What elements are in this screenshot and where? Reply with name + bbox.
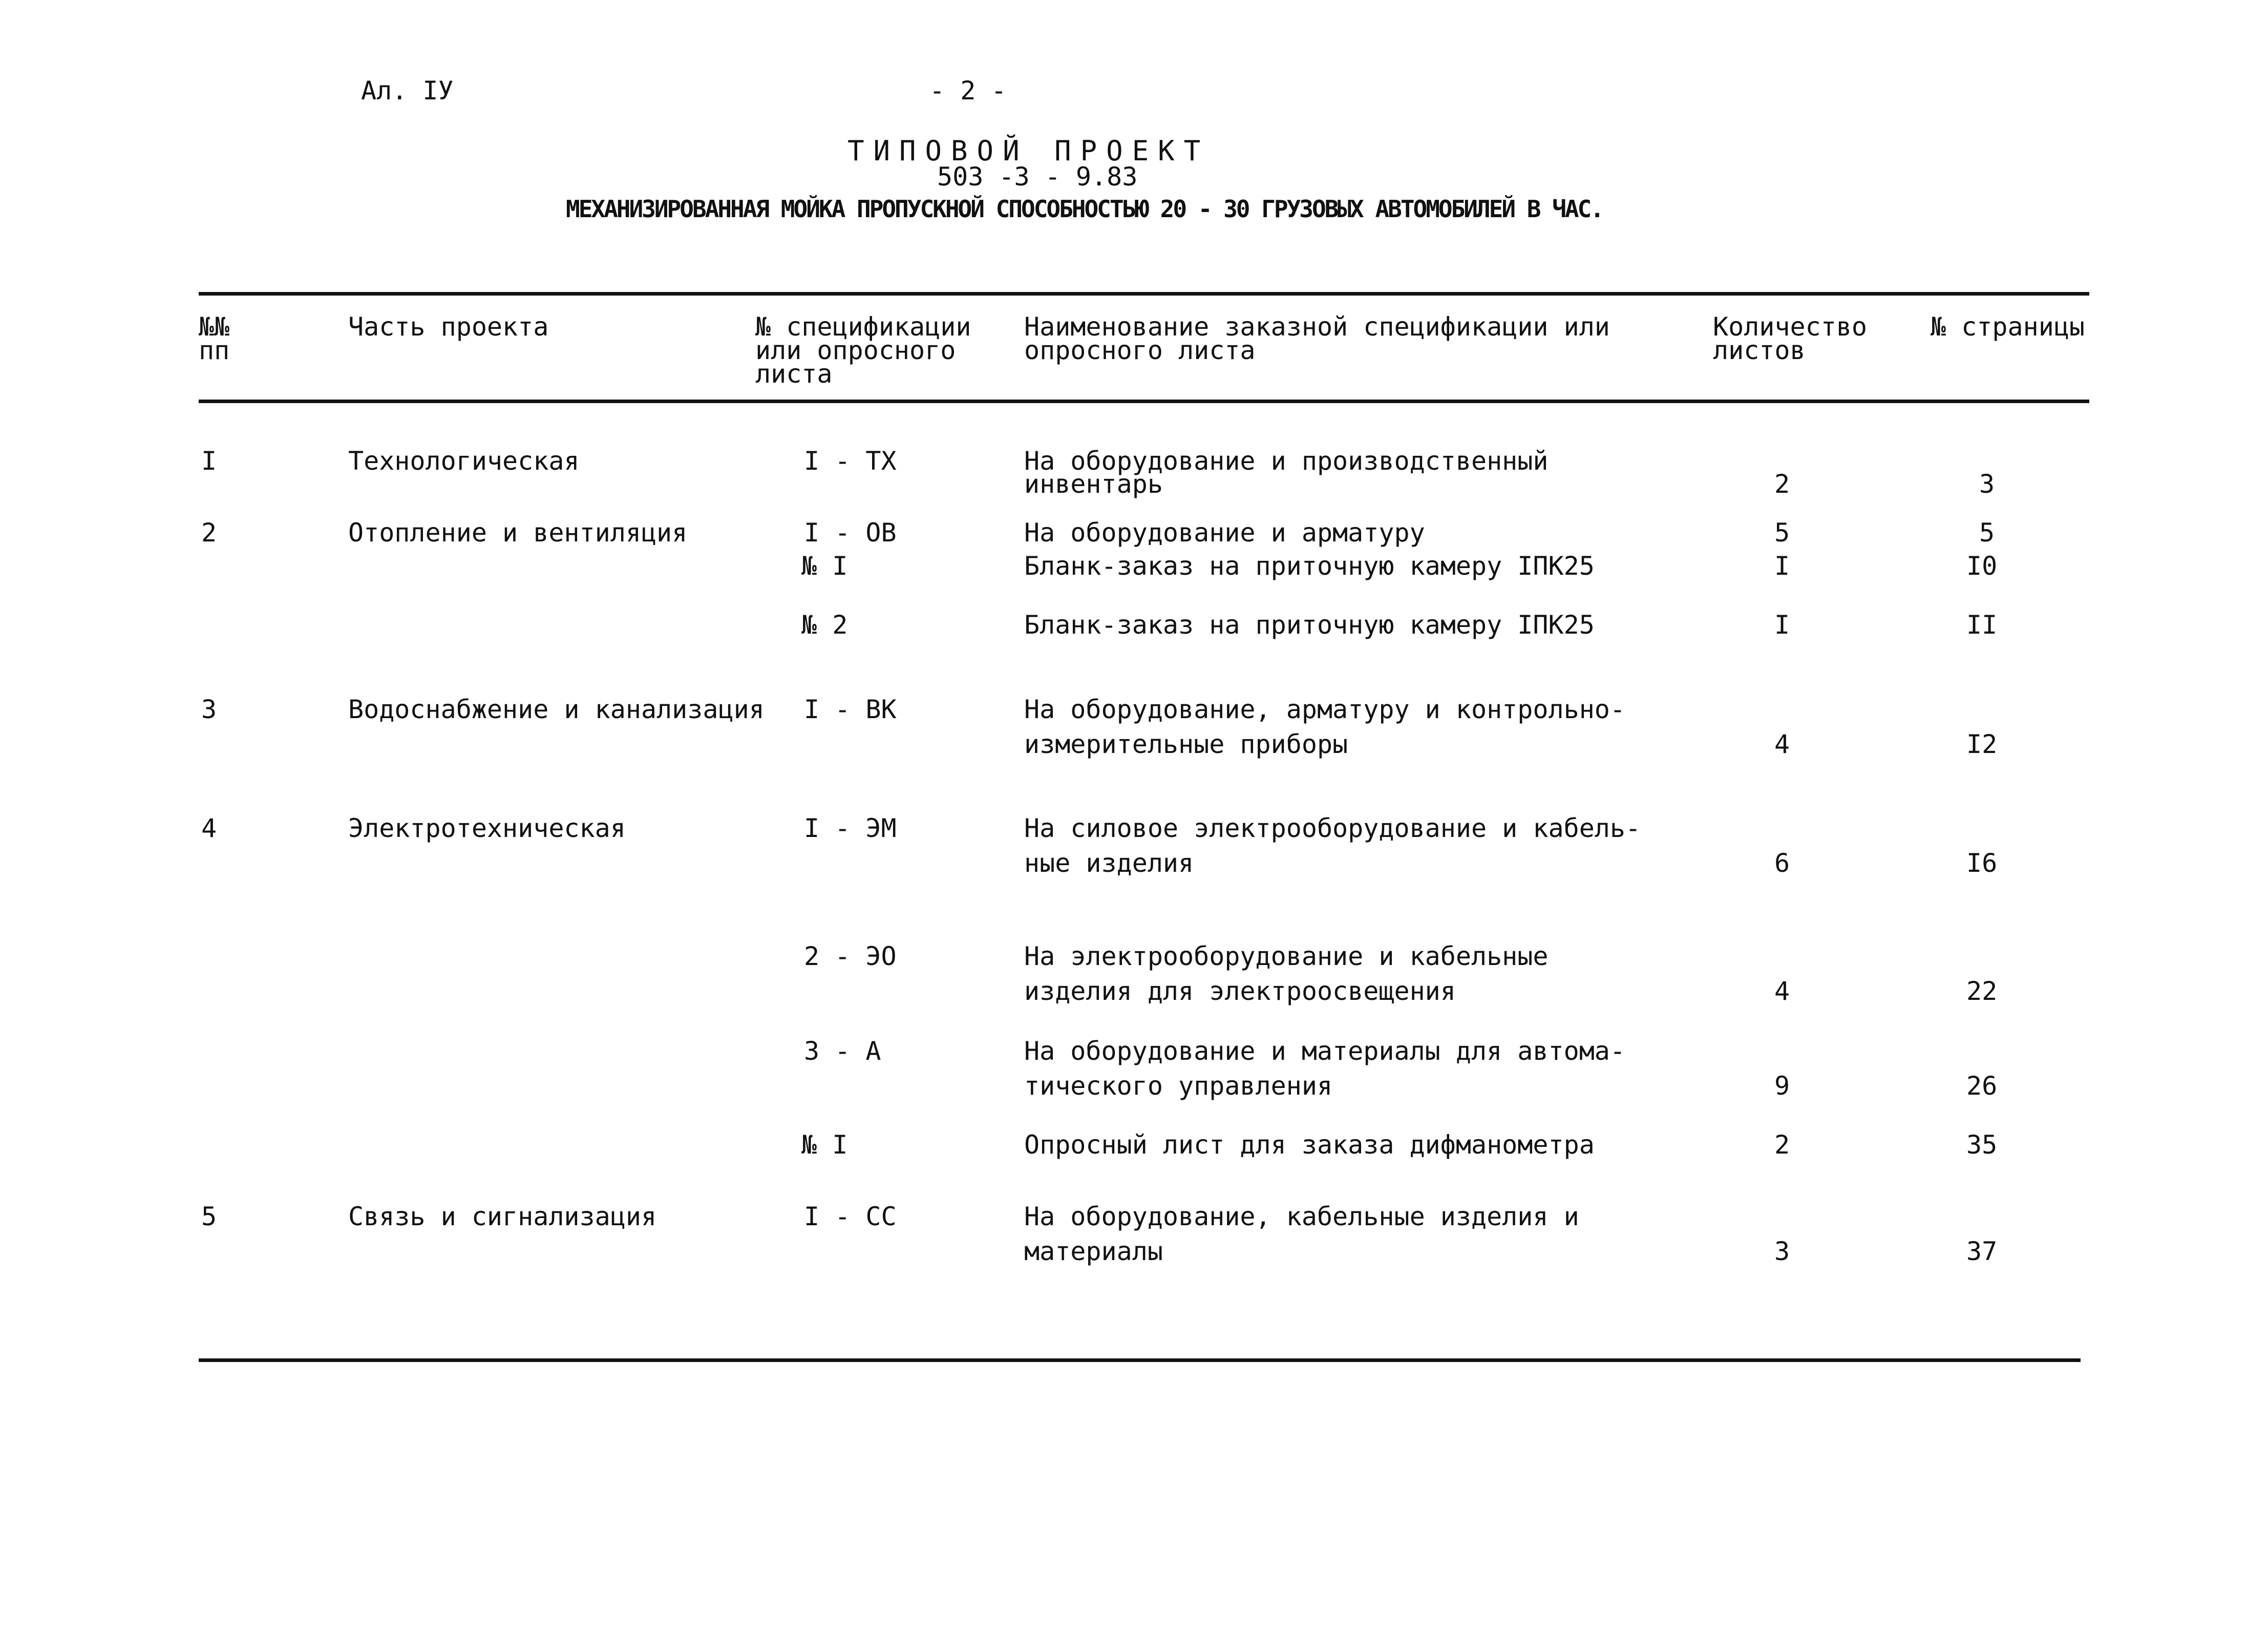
doc-type: ТИПОВОЙ ПРОЕКТ [847, 135, 1210, 167]
row-name-line2: ные изделия [1024, 848, 1194, 878]
row-name-line1: Бланк-заказ на приточную камеру IПК25 [1024, 610, 1595, 640]
row-qty: 2 [1774, 1130, 1790, 1160]
row-page: I6 [1966, 848, 1998, 878]
project-code: 503 -3 - 9.83 [937, 162, 1138, 192]
row-num: I [201, 446, 217, 476]
row-name-line1: Опросный лист для заказа дифманометра [1024, 1130, 1595, 1160]
row-qty: 4 [1774, 976, 1790, 1006]
row-part: Технологическая [348, 446, 580, 476]
row-name-line1: На оборудование и производственный [1024, 446, 1549, 476]
row-qty: I [1774, 610, 1790, 640]
row-spec: № 2 [801, 610, 848, 640]
row-num: 5 [201, 1202, 217, 1231]
row-page: 35 [1966, 1130, 1998, 1160]
row-name-line1: Бланк-заказ на приточную камеру IПК25 [1024, 551, 1595, 581]
row-qty: 5 [1774, 518, 1790, 548]
row-spec: 3 - А [804, 1036, 881, 1066]
row-name-line1: На оборудование и материалы для автома- [1024, 1036, 1625, 1066]
row-spec: 2 - ЭО [804, 941, 897, 971]
row-name-line2: измерительные приборы [1024, 729, 1348, 759]
row-page: I0 [1966, 551, 1998, 581]
table-bottom-rule [199, 1358, 2081, 1362]
page-number: - 2 - [929, 76, 1007, 106]
col-header-qty: Количество листов [1713, 312, 1868, 365]
col-header-spec: № спецификации или опросного листа [755, 312, 971, 389]
row-page: 22 [1966, 976, 1998, 1006]
row-page: 37 [1966, 1237, 1998, 1266]
album-label: Ал. IУ [361, 76, 454, 106]
row-name-line2: тического управления [1024, 1071, 1333, 1101]
col-header-name: Наименование заказной спецификации или опросного листа [1024, 312, 1610, 365]
col-header-num: №№ пп [199, 312, 230, 365]
row-page: 26 [1966, 1071, 1998, 1101]
row-part: Электротехническая [348, 813, 626, 843]
row-spec: № I [801, 1130, 848, 1160]
row-name-line2: изделия для электроосвещения [1024, 976, 1456, 1006]
row-qty: 3 [1774, 1237, 1790, 1266]
table-header-rule [199, 400, 2089, 403]
row-spec: I - СС [804, 1202, 897, 1231]
row-spec: I - ЭМ [804, 813, 897, 843]
row-name-line2: инвентарь [1024, 469, 1163, 499]
col-header-part: Часть проекта [348, 312, 549, 342]
row-name-line2: материалы [1024, 1237, 1163, 1266]
row-page: 3 [1979, 469, 1995, 499]
project-title: МЕХАНИЗИРОВАННАЯ МОЙКА ПРОПУСКНОЙ СПОСОБНОСТЬЮ 20 - 30 ГРУЗОВЫХ АВТОМОБИЛЕЙ В ЧАС. [566, 195, 1603, 223]
row-qty: I [1774, 551, 1790, 581]
row-qty: 2 [1774, 469, 1790, 499]
row-name-line1: На электрооборудование и кабельные [1024, 941, 1549, 971]
row-name-line1: На оборудование, кабельные изделия и [1024, 1202, 1579, 1231]
row-page: I2 [1966, 729, 1998, 759]
row-spec: № I [801, 551, 848, 581]
row-num: 3 [201, 695, 217, 724]
row-qty: 6 [1774, 848, 1790, 878]
col-header-page: № страницы [1931, 312, 2085, 342]
row-spec: I - ВК [804, 695, 897, 724]
row-qty: 4 [1774, 729, 1790, 759]
row-part: Отопление и вентиляция [348, 518, 688, 548]
row-num: 2 [201, 518, 217, 548]
row-num: 4 [201, 813, 217, 843]
row-page: 5 [1979, 518, 1995, 548]
row-name-line1: На оборудование, арматуру и контрольно- [1024, 695, 1625, 724]
row-page: II [1966, 610, 1998, 640]
row-name-line1: На силовое электрооборудование и кабель- [1024, 813, 1641, 843]
table-top-rule [199, 292, 2089, 296]
row-name-line1: На оборудование и арматуру [1024, 518, 1425, 548]
row-spec: I - ТХ [804, 446, 897, 476]
row-qty: 9 [1774, 1071, 1790, 1101]
row-part: Связь и сигнализация [348, 1202, 657, 1231]
row-spec: I - ОВ [804, 518, 897, 548]
row-part: Водоснабжение и канализация [348, 695, 765, 724]
